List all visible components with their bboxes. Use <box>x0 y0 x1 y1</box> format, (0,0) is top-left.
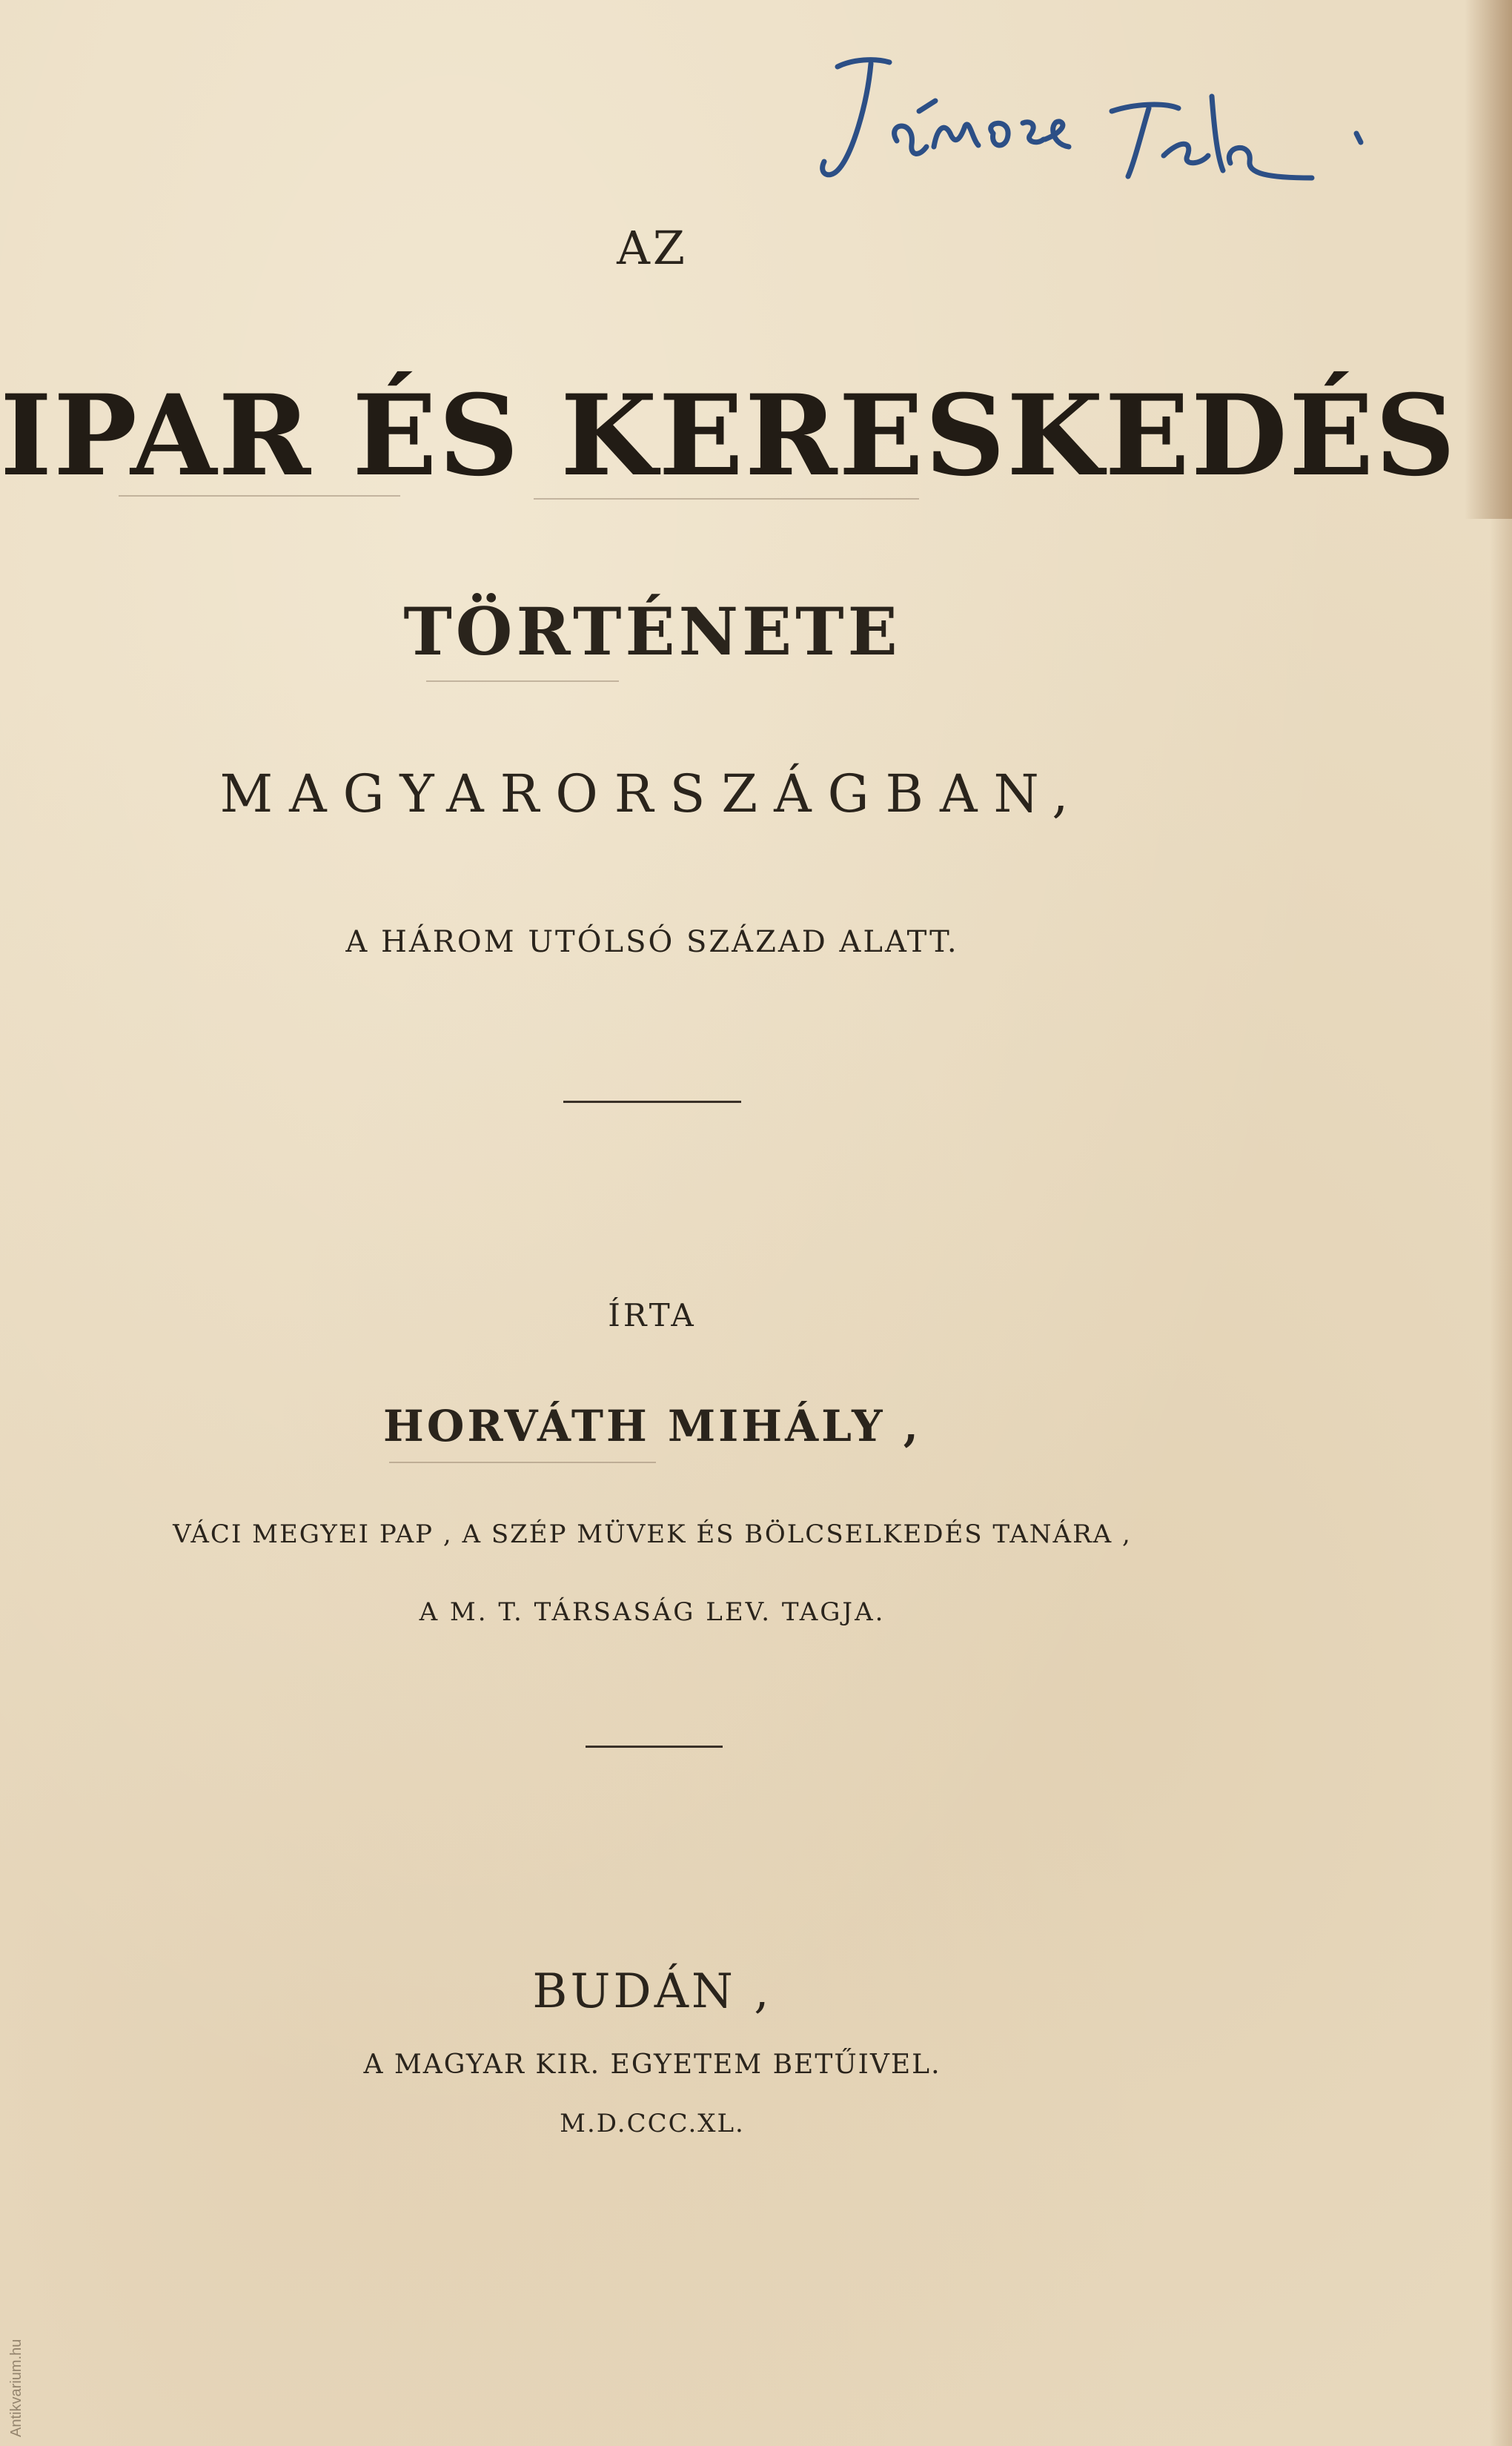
author-name: HORVÁTH MIHÁLY , <box>383 1401 921 1451</box>
edge-stain <box>1465 0 1512 519</box>
book-period: A HÁROM UTÓLSÓ SZÁZAD ALATT. <box>345 925 959 959</box>
book-location: MAGYARORSZÁGBAN, <box>219 763 1085 824</box>
title-prefix: AZ <box>617 221 688 275</box>
byline-label: ÍRTA <box>608 1297 697 1333</box>
author-underline <box>389 1462 656 1463</box>
svg-text:Antikvarium.hu: Antikvarium.hu <box>8 2339 24 2437</box>
title-underline-left <box>119 495 400 497</box>
antikvarium-watermark <box>4 2268 27 2439</box>
separator-rule-1 <box>563 1101 741 1103</box>
subtitle-underline <box>426 680 619 682</box>
publication-year: M.D.CCC.XL. <box>560 2109 745 2138</box>
edge-stain-lower <box>1490 519 1512 2446</box>
place-of-publication: BUDÁN , <box>532 1964 772 2019</box>
separator-rule-2 <box>586 1746 723 1748</box>
printer-line: A MAGYAR KIR. EGYETEM BETŰIVEL. <box>363 2049 941 2080</box>
author-title-1: VÁCI MEGYEI PAP , A SZÉP MÜVEK ÉS BÖLCSELKEDÉS TANÁRA , <box>173 1519 1132 1549</box>
title-underline-right <box>534 498 919 500</box>
book-title: IPAR ÉS KERESKEDÉS <box>0 371 1457 501</box>
book-subtitle: TÖRTÉNETE <box>403 593 901 670</box>
author-title-2: A M. T. TÁRSASÁG LEV. TAGJA. <box>419 1597 886 1627</box>
